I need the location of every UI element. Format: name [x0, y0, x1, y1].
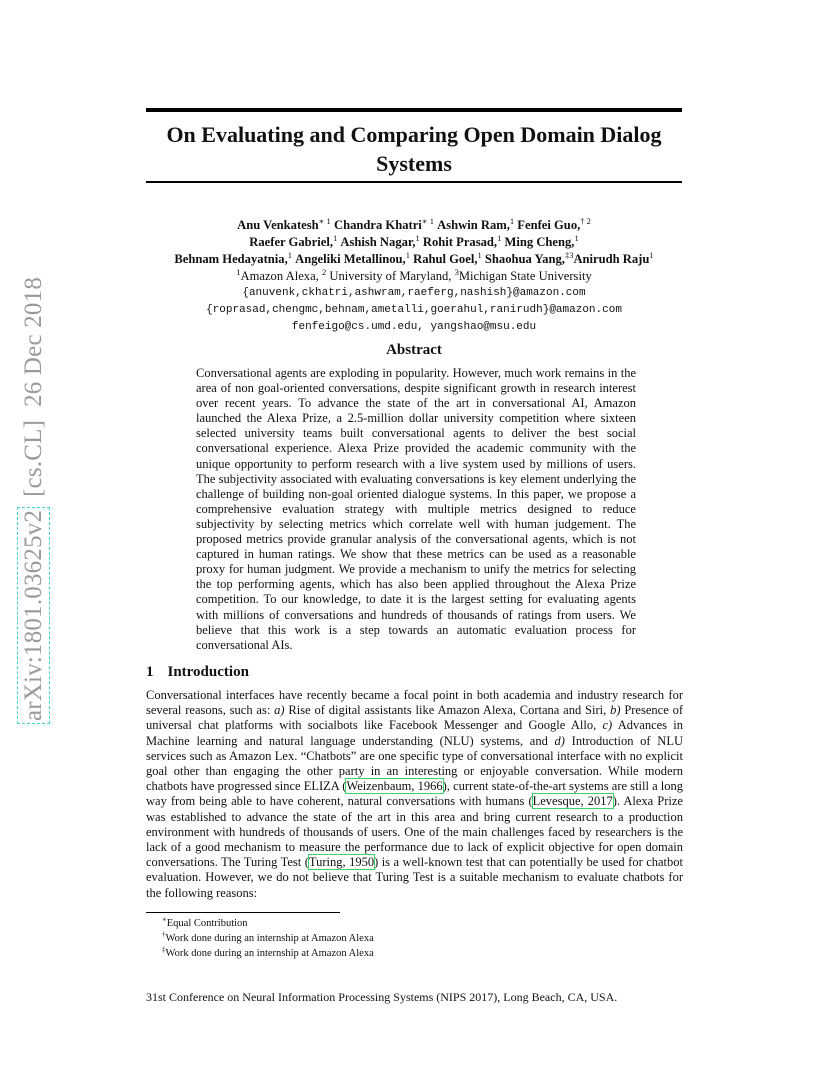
author-name: Anirudh Raju: [573, 252, 650, 266]
arxiv-date: 26 Dec 2018: [20, 276, 47, 407]
footnote: [162, 916, 374, 931]
author-name: Anu Venkatesh: [237, 218, 319, 232]
intro-text: Introduction of NLU services such as Amazon Lex. “Chatbots” are one specific type of conversational interface with no explicit goal other than engaging the other party in an interesting or enjoyable conversation. While modern chatbots have progressed since ELIZA (: [146, 733, 683, 794]
list-marker: c): [602, 718, 613, 733]
citation-link[interactable]: Weizenbaum, 1966: [346, 779, 443, 794]
citation-link[interactable]: Levesque, 2017: [532, 794, 613, 809]
arxiv-sidebar: [20, 252, 48, 746]
intro-paragraph: [146, 688, 683, 901]
list-marker: d): [554, 733, 565, 748]
intro-text: Conversational interfaces have recently became a focal point in both academia and industry research for several reasons, such as:: [146, 688, 683, 718]
affiliation: University of Maryland,: [326, 269, 455, 283]
author-mark: 1: [332, 232, 338, 243]
author-mark: 1: [497, 232, 502, 243]
author-name: Behnam Hedayatnia,: [174, 252, 288, 266]
arxiv-category: [cs.CL]: [20, 419, 47, 497]
author-name: Chandra Khatri: [333, 218, 422, 232]
intro-text: Rise of digital assistants like Amazon Alexa, Cortana and Siri,: [284, 703, 611, 718]
title-top-rule: [146, 108, 682, 112]
author-line-3: [120, 251, 708, 268]
intro-text: Presence of universal chat platforms with socialbots like Facebook Messenger and Google Allo,: [146, 703, 683, 733]
affiliation: Michigan State University: [458, 269, 592, 283]
author-mark: ∗ 1: [318, 215, 331, 226]
intro-text: ) is a well-known test that can potentially be used for chatbot evaluation. However, we do not believe that Turing Test is a suitable mechanism to evaluate chatbots for the following reasons:: [146, 855, 683, 900]
affiliation-mark: 3: [454, 266, 459, 277]
author-block: [120, 217, 708, 336]
email-line: {anuvenk,ckhatri,ashwram,raeferg,nashish}@amazon.com: [242, 287, 586, 299]
author-mark: † 2: [580, 215, 591, 226]
author-name: Fenfei Guo,: [517, 218, 581, 232]
affiliation: Amazon Alexa,: [240, 269, 322, 283]
intro-text: Advances in Machine learning and natural language understanding (NLU) systems, and: [146, 718, 683, 748]
footnote-mark: ‡: [162, 945, 166, 954]
title-bottom-rule: [146, 181, 682, 183]
author-name: Rahul Goel,: [413, 252, 478, 266]
affiliation-mark: 2: [321, 266, 327, 277]
author-line-1: [120, 217, 708, 234]
arxiv-stamp: [20, 277, 48, 721]
author-name: Angeliki Metallinou,: [295, 252, 406, 266]
footnote: [162, 946, 374, 961]
author-mark: 1: [509, 215, 515, 226]
affiliation-mark: 1: [236, 266, 241, 277]
email-line: fenfeigo@cs.umd.edu, yangshao@msu.edu: [291, 321, 537, 333]
author-name: Ashish Nagar,: [340, 235, 416, 249]
author-name: Ming Cheng,: [504, 235, 575, 249]
author-name: Raefer Gabriel,: [249, 235, 333, 249]
list-marker: a): [274, 703, 285, 718]
author-mark: ∗ 1: [421, 215, 434, 226]
paper-title: [146, 120, 682, 178]
author-mark: 1: [477, 249, 482, 260]
footnote-text: Work done during an internship at Amazon Alexa: [165, 933, 374, 944]
author-mark: 1: [574, 232, 579, 243]
footnote-rule: [146, 912, 340, 913]
author-line-2: [120, 234, 708, 251]
citation-link[interactable]: Turing, 1950: [308, 855, 375, 870]
list-marker: b): [610, 703, 621, 718]
section-title: Introduction: [167, 664, 249, 680]
footnote-mark: †: [162, 930, 166, 939]
abstract-heading: Abstract: [386, 342, 442, 358]
footnote-text: Work done during an internship at Amazon Alexa: [165, 948, 374, 959]
author-name: Rohit Prasad,: [422, 235, 498, 249]
section-heading: [146, 664, 249, 681]
author-name: Shaohua Yang,: [484, 252, 565, 266]
footnote: [162, 931, 374, 946]
author-name: Ashwin Ram,: [437, 218, 510, 232]
conference-note: 31st Conference on Neural Information Processing Systems (NIPS 2017), Long Beach, CA, USA.: [146, 990, 618, 1004]
affiliations: [120, 268, 708, 285]
arxiv-id-link[interactable]: arXiv:1801.03625v2: [20, 509, 47, 722]
title-line-2: Systems: [376, 151, 452, 176]
author-mark: 1: [649, 249, 654, 260]
footnotes: [162, 916, 374, 961]
author-mark: 1: [287, 249, 292, 260]
abstract-text: Conversational agents are exploding in popularity. However, much work remains in the area of non goal-oriented conversations, despite significant growth in research interest over recent years. To advance the state of the art in conversational AI, Amazon launched the Alexa Prize, a 2.5-million dollar university competition where sixteen selected university teams built conversational agents to deliver the best social conversational experience. Alexa Prize provided the academic community with the unique opportunity to perform research with a live system used by millions of users. The subjectivity associated with evaluating conversations is key element underlying the challenge of building non-goal oriented dialogue systems. In this paper, we propose a comprehensive evaluation strategy with multiple metrics designed to reduce subjectivity by selecting metrics which correlate well with human judgement. The proposed metrics provide granular analysis of the conversational agents, which is not captured in human ratings. We show that these metrics can be used as a reasonable proxy for human judgment. We provide a mechanism to unify the metrics for selecting the top performing agents, which has also been applied throughout the Alexa Prize competition. To our knowledge, to date it is the largest setting for evaluating agents with millions of conversations and hundreds of thousands of ratings from users. We believe that this work is a step towards an automatic evaluation process for conversational AIs.: [196, 366, 636, 652]
author-mark: ‡3: [564, 249, 574, 260]
author-mark: 1: [405, 249, 410, 260]
author-mark: 1: [415, 232, 420, 243]
title-line-1: On Evaluating and Comparing Open Domain Dialog: [166, 122, 662, 147]
section-number: 1: [146, 664, 154, 680]
intro-text: ). Alexa Prize was established to advance the state of the art in this area and bring current research to a production environment with hundreds of thousands of users. One of the main challenges faced by researchers is the lack of a good mechanism to measure the performance due to lack of explicit objective for open domain conversations. The Turing Test (: [146, 794, 683, 870]
email-line: {roprasad,chengmc,behnam,ametalli,goerahul,ranirudh}@amazon.com: [206, 304, 622, 316]
intro-text: ), current state-of-the-art systems are still a long way from being able to have coherent, natural conversations with humans (: [146, 779, 684, 809]
footnote-text: Equal Contribution: [166, 918, 248, 929]
footnote-mark: ∗: [162, 915, 167, 924]
